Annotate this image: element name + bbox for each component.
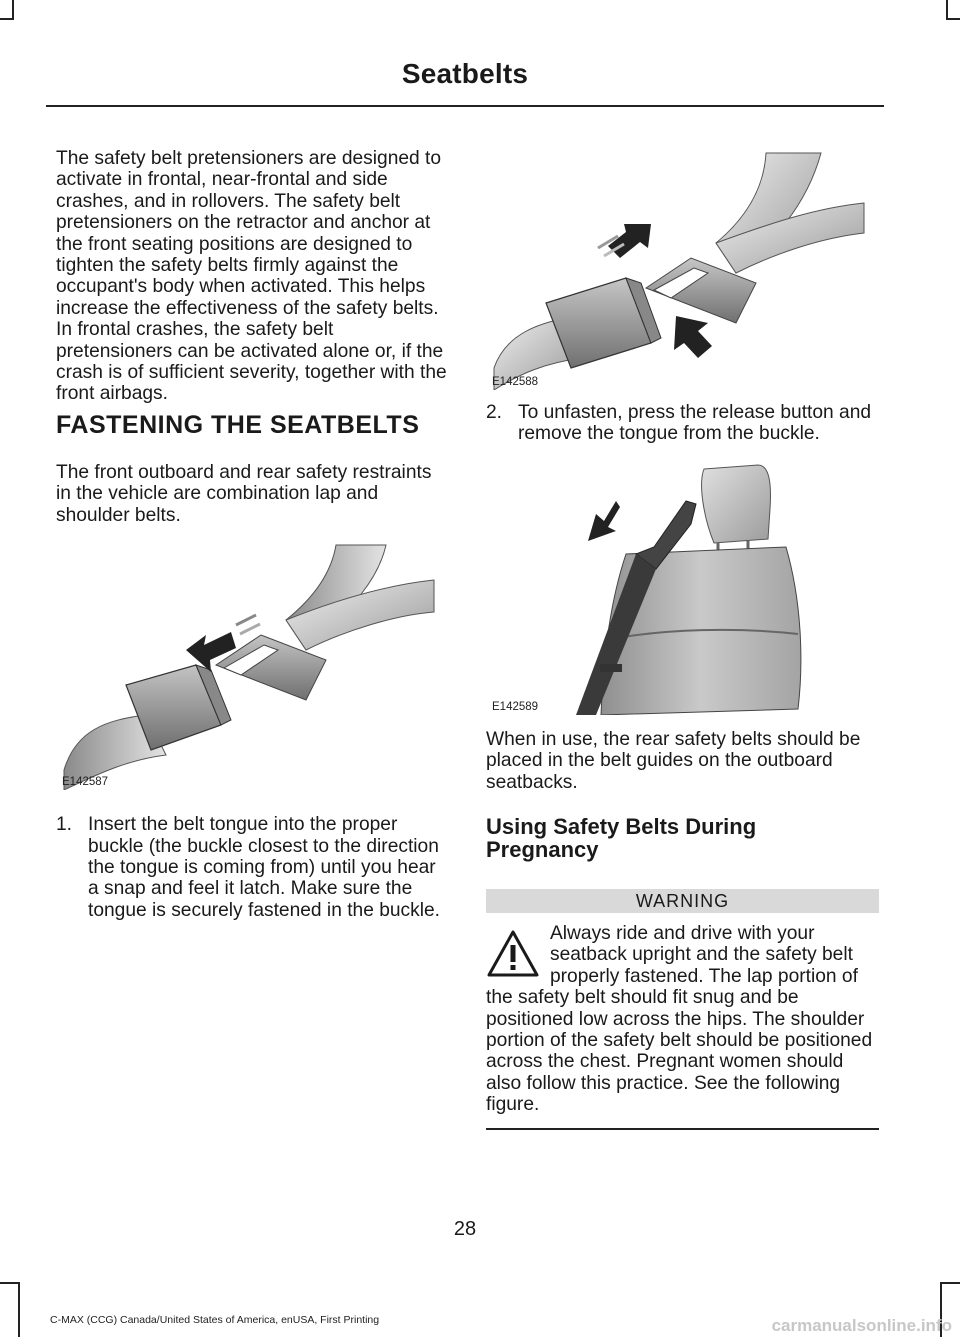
figure-id: E142588 [492, 376, 539, 388]
figure-release-buckle [486, 148, 866, 390]
warning-divider [486, 1128, 879, 1130]
footer-text: C-MAX (CCG) Canada/United States of America, enUSA, First Printing [50, 1314, 380, 1326]
figure-id: E142589 [492, 700, 539, 713]
warning-label: WARNING [486, 889, 879, 913]
page-number: 28 [453, 1218, 477, 1240]
crop-mark [0, 18, 14, 20]
crop-mark [946, 0, 948, 20]
subsection-heading: Using Safety Belts During Pregnancy [486, 814, 757, 863]
step-text: Insert the belt tongue into the proper buckle (the buckle closest to the direction the tongue is coming from) until you hear a snap and feel it latch. Make sure the tongue is securely fastened in the buckle. [88, 814, 440, 921]
page-title: Seatbelts [401, 58, 529, 89]
figure-rear-seat-guide [486, 459, 866, 715]
seatbelt-insert-illustration [56, 540, 436, 790]
step-item [56, 814, 448, 921]
header-divider [46, 105, 884, 107]
warning-triangle-icon [486, 929, 540, 979]
step-number: 1. [56, 814, 73, 836]
crop-mark [940, 1282, 960, 1284]
crop-mark [946, 18, 960, 20]
seatbelt-release-illustration [486, 148, 866, 390]
step-item [486, 402, 879, 445]
crop-mark [0, 1282, 20, 1284]
crop-mark [18, 1282, 20, 1337]
watermark: carmanualsonline.info [771, 1316, 952, 1335]
figure-insert-buckle [56, 540, 436, 790]
rear-seat-illustration [486, 459, 866, 715]
figure-id: E142587 [62, 776, 109, 789]
intro-paragraph: The safety belt pretensioners are designed to activate in frontal, near-frontal and side crashes, and in rollovers. The safety belt pretensioners on the retractor and anchor at the front seating positions are designed to tighten the safety belts firmly against the occupant's body when activated. This helps increase the effectiveness of the safety belts. In frontal crashes, the safety belt pretensioners can be activated alone or, if the crash is of sufficient severity, together with the front airbags. [56, 148, 447, 405]
rear-belts-paragraph: When in use, the rear safety belts should be placed in the belt guides on the outboard seatbacks. [486, 728, 861, 793]
step-number: 2. [486, 402, 503, 423]
section-heading: FASTENING THE SEATBELTS [56, 411, 420, 439]
warning-box [486, 923, 879, 1116]
right-column [486, 148, 879, 1130]
fastening-paragraph: The front outboard and rear safety restraints in the vehicle are combination lap and shoulder belts. [56, 462, 432, 526]
left-column [56, 148, 448, 921]
warning-text: Always ride and drive with your seatback upright and the safety belt properly fastened. The lap portion of the safety belt should fit snug and be positioned low across the hips. The shoulder portion of the safety belt should be positioned across the chest. Pregnant women should also follow this practice. See the following figure. [486, 923, 873, 1116]
crop-mark [12, 0, 14, 20]
step-text: To unfasten, press the release button and remove the tongue from the buckle. [518, 402, 872, 445]
